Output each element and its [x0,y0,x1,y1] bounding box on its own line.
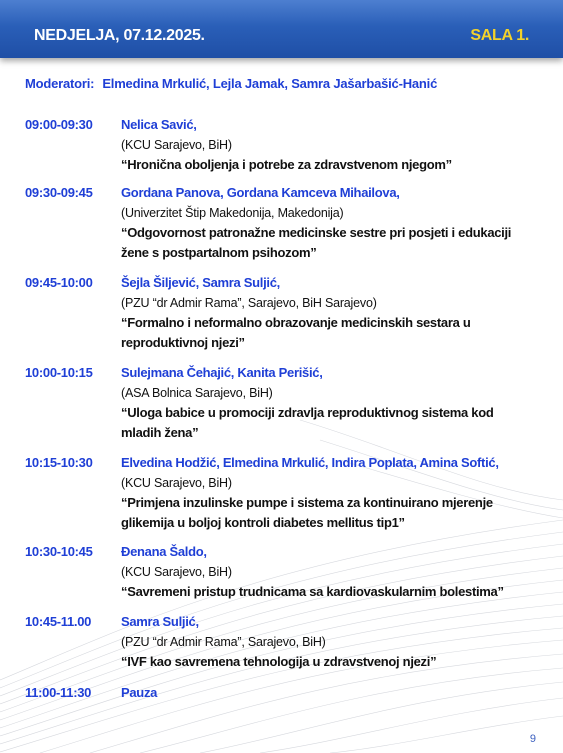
session-time: 10:00-10:15 [25,365,93,380]
moderators-line [25,76,437,91]
session-speakers: Sulejmana Čehajić, Kanita Perišić, [121,365,323,380]
session-speakers: Nelica Savić, [121,117,197,132]
session-time: 11:00-11:30 [25,685,92,700]
session-time: 09:45-10:00 [25,275,93,290]
session-affiliation: (ASA Bolnica Sarajevo, BiH) [121,386,273,400]
session-title: “Formalno i neformalno obrazovanje medicinskih sestara u reproduktivnoj njezi” [121,315,471,350]
session-title: “Uloga babice u promociji zdravlja reproduktivnog sistema kod mladih žena” [121,405,494,440]
session-time: 09:00-09:30 [25,117,93,132]
session-affiliation: (KCU Sarajevo, BiH) [121,476,232,490]
session-affiliation: (KCU Sarajevo, BiH) [121,565,232,579]
session-speakers: Šejla Šiljević, Samra Suljić, [121,275,280,290]
session-title: “IVF kao savremena tehnologija u zdravstvenoj njezi” [121,654,437,669]
session-speakers: Đenana Šaldo, [121,544,207,559]
header-date: NEDJELJA, 07.12.2025. [34,27,205,44]
session-affiliation: (Univerzitet Štip Makedonija, Makedonija) [121,206,344,220]
session-time: 10:45-11.00 [25,614,92,629]
break-label: Pauza [121,685,158,700]
session-speakers: Samra Suljić, [121,614,199,629]
session-time: 09:30-09:45 [25,185,93,200]
session-affiliation: (PZU “dr Admir Rama”, Sarajevo, BiH) [121,635,326,649]
session-speakers: Elvedina Hodžić, Elmedina Mrkulić, Indira Poplata, Amina Softić, [121,455,499,470]
session-title: “Savremeni pristup trudnicama sa kardiovaskularnim bolestima” [121,584,504,599]
page-number: 9 [529,733,536,745]
moderators-label: Moderatori: [25,76,95,91]
session-title: “Primjena inzulinske pumpe i sistema za kontinuirano mjerenje glikemija u boljoj kontroli diabetes mellitus tip1” [121,495,493,530]
moderators-names: Elmedina Mrkulić, Lejla Jamak, Samra Jašarbašić-Hanić [102,76,438,91]
session-time: 10:15-10:30 [25,455,93,470]
session-title: “Odgovornost patronažne medicinske sestre pri posjeti i edukaciji žene s postpartalnom psihozom” [121,225,512,260]
header-hall: SALA 1. [470,27,529,44]
session-title: “Hronična oboljenja i potrebe za zdravstvenom njegom” [121,157,452,172]
session-time: 10:30-10:45 [25,544,93,559]
session-speakers: Gordana Panova, Gordana Kamceva Mihailova, [121,185,400,200]
page-header [0,0,563,58]
session-affiliation: (PZU “dr Admir Rama”, Sarajevo, BiH Sarajevo) [121,296,377,310]
session-affiliation: (KCU Sarajevo, BiH) [121,138,232,152]
